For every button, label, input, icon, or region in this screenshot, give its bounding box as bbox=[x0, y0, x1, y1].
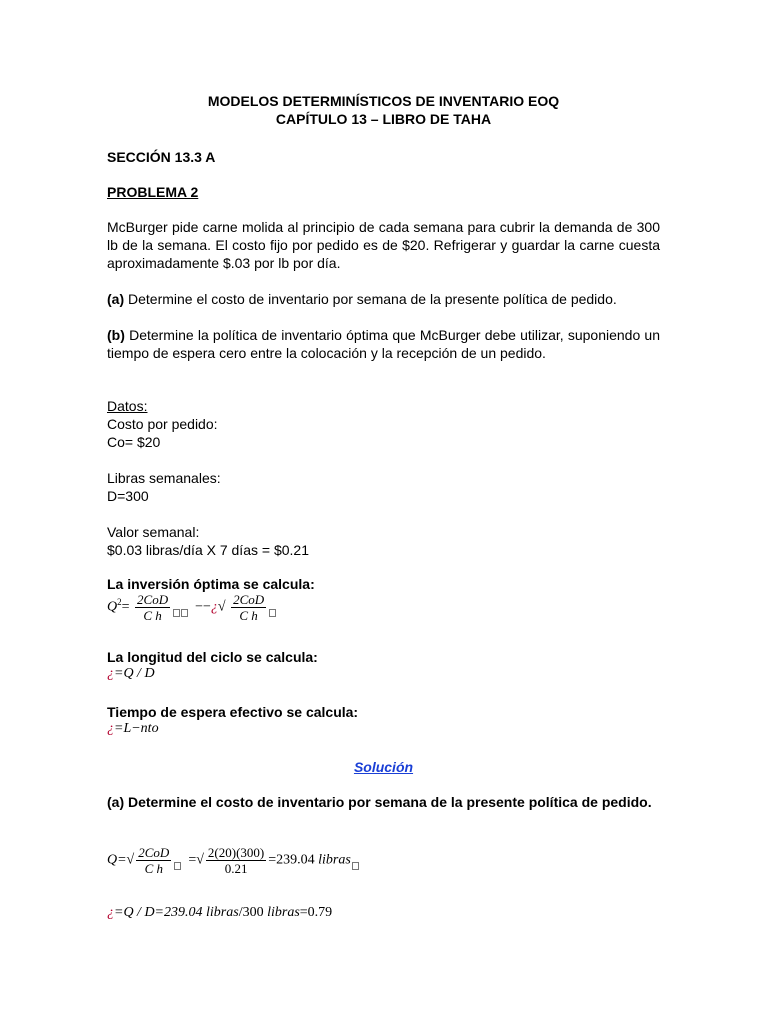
wait-heading: Tiempo de espera efectivo se calcula: bbox=[107, 704, 359, 720]
sqrt-symbol: √ bbox=[217, 599, 226, 615]
red-symbol: ¿ bbox=[107, 721, 114, 736]
part-b-label: (b) bbox=[107, 327, 125, 343]
part-b-text: Determine la política de inventario óptima que McBurger debe utilizar, suponiendo un tiempo de espera cero entre la colocación y la recepción de un pedido. bbox=[107, 327, 660, 361]
data-line-6: $0.03 libras/día X 7 días = $0.21 bbox=[107, 542, 309, 558]
square-exponent: 2 bbox=[117, 597, 122, 608]
document-title bbox=[107, 92, 660, 128]
t-result: =0.79 bbox=[299, 905, 333, 920]
placeholder-box-icon bbox=[352, 862, 359, 870]
solution-q-formula bbox=[107, 845, 660, 876]
red-symbol: ¿ bbox=[210, 599, 218, 615]
data-line-5: Valor semanal: bbox=[107, 524, 200, 540]
part-a bbox=[107, 290, 660, 308]
optimal-formula bbox=[107, 592, 660, 623]
problem-statement: McBurger pide carne molida al principio de cada semana para cubrir la demanda de 300 lb de la semana. El costo fijo por pedido es de $20. Refrigerar y guardar la carne cuesta aproximadamente $.03 por lb por día. bbox=[107, 219, 660, 271]
wait-formula bbox=[107, 720, 660, 738]
placeholder-box-icon bbox=[174, 862, 181, 870]
fraction-2cod-ch-solution: $\frac{\text{2CoD}}{\text{C h}}$ bbox=[138, 845, 170, 876]
dashes: −− bbox=[195, 599, 211, 615]
solution-part-a-heading: (a) Determine el costo de inventario por semana de la presente política de pedido. bbox=[107, 794, 652, 810]
q-unit: libras bbox=[318, 852, 351, 868]
q-result: =239.04 bbox=[268, 852, 315, 868]
t-divisor: /300 bbox=[238, 905, 264, 920]
t-unit-2: libras bbox=[267, 905, 300, 920]
solution-title-wrap bbox=[107, 758, 660, 776]
title-line-1: MODELOS DETERMINÍSTICOS DE INVENTARIO EOQ bbox=[207, 93, 560, 109]
data-line-4: D=300 bbox=[107, 488, 149, 504]
placeholder-box-icon bbox=[181, 609, 188, 617]
q-symbol: Q bbox=[107, 599, 118, 615]
red-symbol: ¿ bbox=[107, 666, 114, 681]
data-line-2: Co= $20 bbox=[107, 434, 161, 450]
cycle-formula bbox=[107, 665, 660, 683]
placeholder-box-icon bbox=[269, 609, 276, 617]
data-line-3: Libras semanales: bbox=[107, 470, 221, 486]
section-heading: SECCIÓN 13.3 A bbox=[107, 149, 216, 165]
wait-expression: =L−nto bbox=[114, 721, 159, 736]
t-unit-1: libras bbox=[206, 905, 239, 920]
solution-title: Solución bbox=[353, 759, 414, 775]
data-section bbox=[107, 397, 660, 559]
part-a-text: Determine el costo de inventario por semana de la presente política de pedido. bbox=[124, 291, 617, 307]
optimal-heading: La inversión óptima se calcula: bbox=[107, 576, 315, 592]
title-line-2: CAPÍTULO 13 – LIBRO DE TAHA bbox=[275, 111, 492, 127]
fraction-2cod-ch: $\frac{\text{2CoD}}{\text{C h}}$ bbox=[137, 592, 169, 623]
cycle-expression: =Q / D bbox=[114, 666, 155, 681]
equals-sqrt: =√ bbox=[188, 852, 204, 868]
part-a-label: (a) bbox=[107, 291, 125, 307]
q-lhs: Q=√ bbox=[107, 852, 135, 868]
equals-sign: = bbox=[121, 599, 130, 615]
cycle-heading: La longitud del ciclo se calcula: bbox=[107, 649, 318, 665]
fraction-2cod-ch-root: $\frac{\text{2CoD}}{\text{C h}}$ bbox=[233, 592, 265, 623]
placeholder-box-icon bbox=[173, 609, 180, 617]
data-line-1: Costo por pedido: bbox=[107, 416, 218, 432]
problem-heading: PROBLEMA 2 bbox=[107, 184, 199, 200]
t-expression: =Q / D=239.04 bbox=[114, 905, 203, 920]
solution-t-formula bbox=[107, 904, 660, 922]
red-symbol: ¿ bbox=[107, 905, 114, 920]
data-heading: Datos: bbox=[107, 398, 148, 414]
fraction-values: $\frac{2(20)(300)}{0.21}$ bbox=[207, 845, 265, 876]
part-b bbox=[107, 326, 660, 362]
